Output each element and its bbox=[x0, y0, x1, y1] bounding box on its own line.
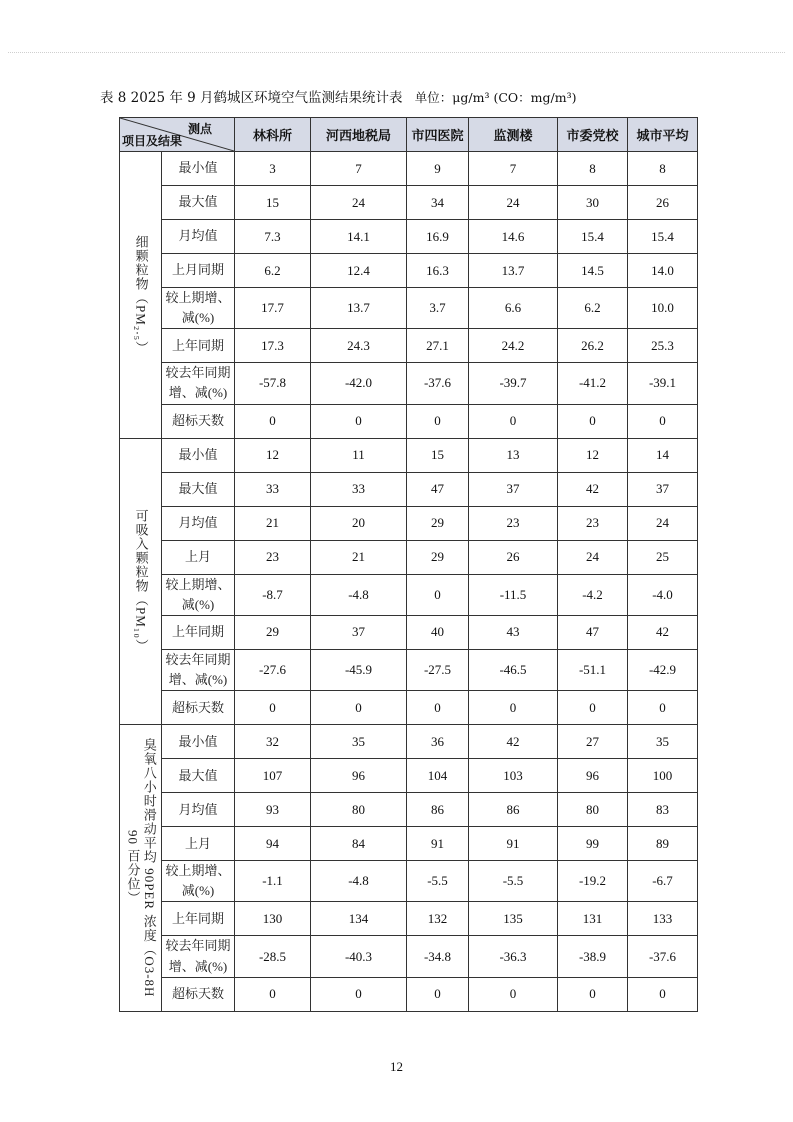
corner-header bbox=[120, 118, 235, 152]
value-cell: 23 bbox=[558, 506, 628, 540]
value-cell: -4.0 bbox=[628, 574, 698, 615]
value-cell: 134 bbox=[311, 902, 407, 936]
value-cell: 24.3 bbox=[311, 329, 407, 363]
station-header: 市四医院 bbox=[407, 118, 469, 152]
value-cell: 21 bbox=[311, 540, 407, 574]
station-header: 市委党校 bbox=[558, 118, 628, 152]
value-cell: 131 bbox=[558, 902, 628, 936]
value-cell: 23 bbox=[469, 506, 558, 540]
value-cell: -45.9 bbox=[311, 649, 407, 690]
value-cell: -5.5 bbox=[407, 861, 469, 902]
station-header: 城市平均 bbox=[628, 118, 698, 152]
row-item-label: 较上期增、减(%) bbox=[162, 574, 235, 615]
value-cell: 104 bbox=[407, 759, 469, 793]
value-cell: 42 bbox=[469, 725, 558, 759]
table-row bbox=[120, 861, 698, 902]
table-row bbox=[120, 759, 698, 793]
row-item-label: 上年同期 bbox=[162, 329, 235, 363]
value-cell: 42 bbox=[558, 472, 628, 506]
value-cell: 9 bbox=[407, 152, 469, 186]
value-cell: -41.2 bbox=[558, 363, 628, 404]
row-item-label: 月均值 bbox=[162, 220, 235, 254]
row-item-label: 较上期增、减(%) bbox=[162, 861, 235, 902]
value-cell: 0 bbox=[558, 404, 628, 438]
row-item-label: 较去年同期增、减(%) bbox=[162, 936, 235, 977]
value-cell: 12 bbox=[235, 438, 311, 472]
value-cell: 14.0 bbox=[628, 254, 698, 288]
value-cell: 0 bbox=[628, 977, 698, 1011]
value-cell: -42.9 bbox=[628, 649, 698, 690]
row-item-label: 最小值 bbox=[162, 438, 235, 472]
table-row bbox=[120, 902, 698, 936]
value-cell: 37 bbox=[628, 472, 698, 506]
value-cell: 21 bbox=[235, 506, 311, 540]
value-cell: -11.5 bbox=[469, 574, 558, 615]
table-row bbox=[120, 329, 698, 363]
row-item-label: 上月 bbox=[162, 827, 235, 861]
table-caption bbox=[100, 86, 700, 106]
value-cell: 27 bbox=[558, 725, 628, 759]
value-cell: 26 bbox=[628, 186, 698, 220]
table-row bbox=[120, 363, 698, 404]
caption-title: 表 8 2025 年 9 月鹤城区环境空气监测结果统计表 bbox=[100, 90, 403, 106]
value-cell: 25.3 bbox=[628, 329, 698, 363]
value-cell: -42.0 bbox=[311, 363, 407, 404]
table-row bbox=[120, 793, 698, 827]
value-cell: 14 bbox=[628, 438, 698, 472]
value-cell: -5.5 bbox=[469, 861, 558, 902]
row-item-label: 上月 bbox=[162, 540, 235, 574]
table-row bbox=[120, 725, 698, 759]
value-cell: -37.6 bbox=[407, 363, 469, 404]
value-cell: 0 bbox=[235, 691, 311, 725]
value-cell: 23 bbox=[235, 540, 311, 574]
value-cell: 132 bbox=[407, 902, 469, 936]
value-cell: 17.7 bbox=[235, 288, 311, 329]
row-item-label: 上年同期 bbox=[162, 615, 235, 649]
air-quality-table bbox=[119, 117, 698, 1012]
value-cell: 26.2 bbox=[558, 329, 628, 363]
value-cell: 35 bbox=[628, 725, 698, 759]
row-item-label: 较去年同期增、减(%) bbox=[162, 363, 235, 404]
header-row bbox=[120, 118, 698, 152]
value-cell: -4.2 bbox=[558, 574, 628, 615]
value-cell: 91 bbox=[407, 827, 469, 861]
value-cell: 29 bbox=[235, 615, 311, 649]
value-cell: -39.1 bbox=[628, 363, 698, 404]
value-cell: 24 bbox=[469, 186, 558, 220]
value-cell: 12.4 bbox=[311, 254, 407, 288]
value-cell: 100 bbox=[628, 759, 698, 793]
row-item-label: 最小值 bbox=[162, 725, 235, 759]
table-row bbox=[120, 438, 698, 472]
value-cell: 86 bbox=[469, 793, 558, 827]
value-cell: 0 bbox=[558, 977, 628, 1011]
value-cell: 0 bbox=[311, 977, 407, 1011]
value-cell: 80 bbox=[311, 793, 407, 827]
value-cell: -27.6 bbox=[235, 649, 311, 690]
corner-top-label: 测点 bbox=[187, 122, 212, 136]
value-cell: 0 bbox=[558, 691, 628, 725]
table-row bbox=[120, 691, 698, 725]
value-cell: -57.8 bbox=[235, 363, 311, 404]
value-cell: 0 bbox=[407, 574, 469, 615]
value-cell: 32 bbox=[235, 725, 311, 759]
row-item-label: 超标天数 bbox=[162, 977, 235, 1011]
value-cell: 86 bbox=[407, 793, 469, 827]
row-item-label: 月均值 bbox=[162, 506, 235, 540]
value-cell: -28.5 bbox=[235, 936, 311, 977]
value-cell: 33 bbox=[311, 472, 407, 506]
value-cell: 133 bbox=[628, 902, 698, 936]
value-cell: 40 bbox=[407, 615, 469, 649]
value-cell: 6.6 bbox=[469, 288, 558, 329]
value-cell: -4.8 bbox=[311, 861, 407, 902]
table-row bbox=[120, 936, 698, 977]
value-cell: -8.7 bbox=[235, 574, 311, 615]
value-cell: 26 bbox=[469, 540, 558, 574]
value-cell: -37.6 bbox=[628, 936, 698, 977]
page-edge-line bbox=[8, 52, 785, 53]
value-cell: 0 bbox=[628, 691, 698, 725]
value-cell: 42 bbox=[628, 615, 698, 649]
table-row bbox=[120, 152, 698, 186]
value-cell: 15 bbox=[235, 186, 311, 220]
station-header: 监测楼 bbox=[469, 118, 558, 152]
value-cell: 6.2 bbox=[235, 254, 311, 288]
value-cell: 34 bbox=[407, 186, 469, 220]
value-cell: 83 bbox=[628, 793, 698, 827]
value-cell: 35 bbox=[311, 725, 407, 759]
value-cell: 6.2 bbox=[558, 288, 628, 329]
value-cell: 99 bbox=[558, 827, 628, 861]
value-cell: 15 bbox=[407, 438, 469, 472]
value-cell: -6.7 bbox=[628, 861, 698, 902]
value-cell: 14.6 bbox=[469, 220, 558, 254]
value-cell: 30 bbox=[558, 186, 628, 220]
value-cell: 0 bbox=[469, 977, 558, 1011]
value-cell: -39.7 bbox=[469, 363, 558, 404]
row-item-label: 上年同期 bbox=[162, 902, 235, 936]
table-row bbox=[120, 220, 698, 254]
value-cell: -19.2 bbox=[558, 861, 628, 902]
value-cell: 24 bbox=[628, 506, 698, 540]
value-cell: 0 bbox=[469, 404, 558, 438]
value-cell: -40.3 bbox=[311, 936, 407, 977]
value-cell: -36.3 bbox=[469, 936, 558, 977]
value-cell: 13 bbox=[469, 438, 558, 472]
value-cell: -51.1 bbox=[558, 649, 628, 690]
value-cell: 27.1 bbox=[407, 329, 469, 363]
table-row bbox=[120, 506, 698, 540]
table-row bbox=[120, 540, 698, 574]
table-row bbox=[120, 404, 698, 438]
value-cell: -38.9 bbox=[558, 936, 628, 977]
value-cell: 24.2 bbox=[469, 329, 558, 363]
value-cell: 94 bbox=[235, 827, 311, 861]
value-cell: 37 bbox=[311, 615, 407, 649]
table-row bbox=[120, 254, 698, 288]
value-cell: 0 bbox=[235, 404, 311, 438]
row-item-label: 最小值 bbox=[162, 152, 235, 186]
value-cell: 93 bbox=[235, 793, 311, 827]
value-cell: 20 bbox=[311, 506, 407, 540]
value-cell: 0 bbox=[311, 404, 407, 438]
value-cell: 33 bbox=[235, 472, 311, 506]
value-cell: 130 bbox=[235, 902, 311, 936]
value-cell: 16.9 bbox=[407, 220, 469, 254]
value-cell: 7.3 bbox=[235, 220, 311, 254]
value-cell: 0 bbox=[628, 404, 698, 438]
value-cell: 107 bbox=[235, 759, 311, 793]
row-item-label: 超标天数 bbox=[162, 404, 235, 438]
value-cell: 7 bbox=[311, 152, 407, 186]
value-cell: 12 bbox=[558, 438, 628, 472]
table-row bbox=[120, 472, 698, 506]
value-cell: 15.4 bbox=[558, 220, 628, 254]
value-cell: 25 bbox=[628, 540, 698, 574]
value-cell: 15.4 bbox=[628, 220, 698, 254]
value-cell: 47 bbox=[558, 615, 628, 649]
value-cell: 96 bbox=[311, 759, 407, 793]
value-cell: 0 bbox=[407, 404, 469, 438]
table-row bbox=[120, 615, 698, 649]
value-cell: 10.0 bbox=[628, 288, 698, 329]
caption-unit: 单位：μg/m³ (CO：mg/m³) bbox=[414, 90, 577, 105]
value-cell: 36 bbox=[407, 725, 469, 759]
value-cell: -1.1 bbox=[235, 861, 311, 902]
row-item-label: 超标天数 bbox=[162, 691, 235, 725]
value-cell: 0 bbox=[407, 691, 469, 725]
value-cell: 16.3 bbox=[407, 254, 469, 288]
row-item-label: 最大值 bbox=[162, 472, 235, 506]
value-cell: 0 bbox=[311, 691, 407, 725]
value-cell: -4.8 bbox=[311, 574, 407, 615]
value-cell: 80 bbox=[558, 793, 628, 827]
value-cell: 13.7 bbox=[311, 288, 407, 329]
value-cell: 84 bbox=[311, 827, 407, 861]
value-cell: 11 bbox=[311, 438, 407, 472]
table-row bbox=[120, 827, 698, 861]
value-cell: -34.8 bbox=[407, 936, 469, 977]
value-cell: 103 bbox=[469, 759, 558, 793]
value-cell: 29 bbox=[407, 540, 469, 574]
value-cell: 89 bbox=[628, 827, 698, 861]
row-item-label: 较去年同期增、减(%) bbox=[162, 649, 235, 690]
value-cell: 3 bbox=[235, 152, 311, 186]
table-body bbox=[120, 152, 698, 1012]
value-cell: 96 bbox=[558, 759, 628, 793]
station-header: 林科所 bbox=[235, 118, 311, 152]
value-cell: 135 bbox=[469, 902, 558, 936]
value-cell: -46.5 bbox=[469, 649, 558, 690]
value-cell: 24 bbox=[558, 540, 628, 574]
corner-bottom-label: 项目及结果 bbox=[122, 134, 183, 148]
value-cell: 47 bbox=[407, 472, 469, 506]
table-row bbox=[120, 649, 698, 690]
pollutant-group-label: 细颗粒物（PM₂.₅） bbox=[120, 152, 162, 439]
row-item-label: 最大值 bbox=[162, 759, 235, 793]
page-number: 12 bbox=[390, 1059, 403, 1074]
row-item-label: 最大值 bbox=[162, 186, 235, 220]
table-row bbox=[120, 288, 698, 329]
value-cell: 43 bbox=[469, 615, 558, 649]
value-cell: 3.7 bbox=[407, 288, 469, 329]
value-cell: 7 bbox=[469, 152, 558, 186]
value-cell: 24 bbox=[311, 186, 407, 220]
row-item-label: 较上期增、减(%) bbox=[162, 288, 235, 329]
station-header: 河西地税局 bbox=[311, 118, 407, 152]
value-cell: 14.5 bbox=[558, 254, 628, 288]
value-cell: 17.3 bbox=[235, 329, 311, 363]
pollutant-group-label: 臭氧八小时滑动平均 90PER 浓度（O3-8H 90 百分位） bbox=[120, 725, 162, 1012]
table-row bbox=[120, 186, 698, 220]
value-cell: -27.5 bbox=[407, 649, 469, 690]
table-row bbox=[120, 977, 698, 1011]
value-cell: 29 bbox=[407, 506, 469, 540]
row-item-label: 月均值 bbox=[162, 793, 235, 827]
value-cell: 91 bbox=[469, 827, 558, 861]
value-cell: 13.7 bbox=[469, 254, 558, 288]
value-cell: 8 bbox=[628, 152, 698, 186]
pollutant-group-label: 可吸入颗粒物（PM₁₀） bbox=[120, 438, 162, 725]
value-cell: 14.1 bbox=[311, 220, 407, 254]
value-cell: 0 bbox=[407, 977, 469, 1011]
value-cell: 0 bbox=[235, 977, 311, 1011]
row-item-label: 上月同期 bbox=[162, 254, 235, 288]
value-cell: 0 bbox=[469, 691, 558, 725]
value-cell: 8 bbox=[558, 152, 628, 186]
table-row bbox=[120, 574, 698, 615]
value-cell: 37 bbox=[469, 472, 558, 506]
